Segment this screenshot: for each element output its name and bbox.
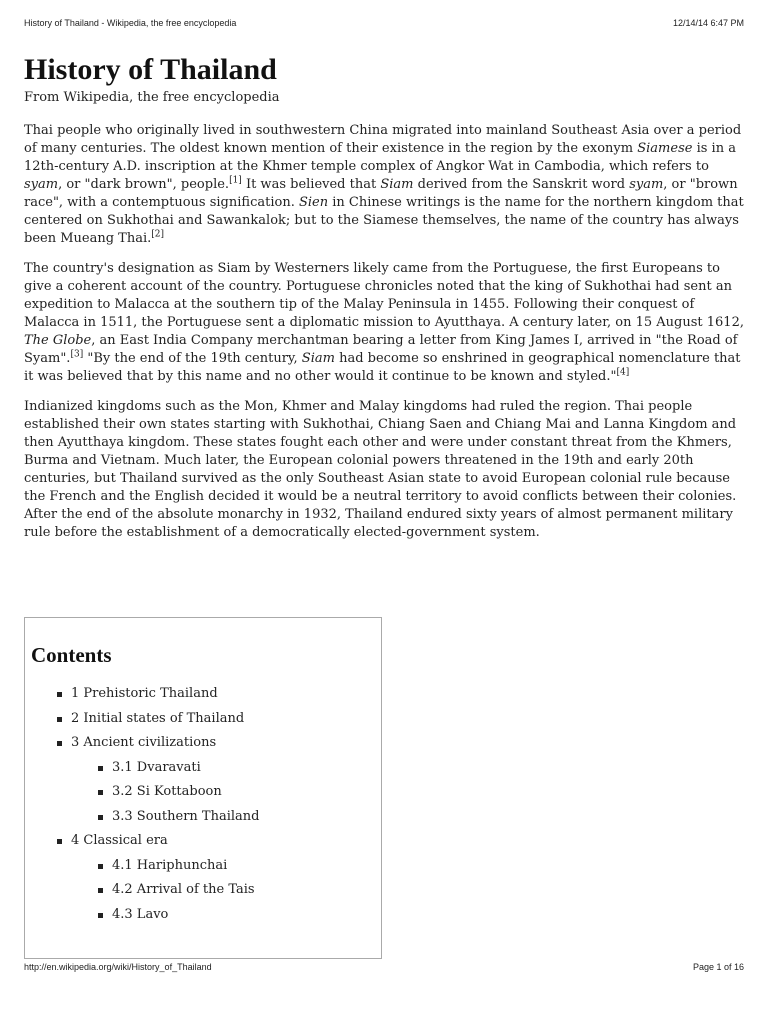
text-run: "By the end of the 19th century, bbox=[83, 351, 302, 366]
italic-term: Siam bbox=[301, 351, 335, 366]
toc-item-prehistoric-thailand[interactable] bbox=[25, 682, 381, 707]
page-number: Page 1 of 16 bbox=[692, 962, 744, 972]
bullet-icon bbox=[57, 717, 62, 722]
paragraph-1 bbox=[24, 122, 746, 248]
toc-item-initial-states[interactable] bbox=[25, 707, 381, 732]
bullet-icon bbox=[98, 766, 103, 771]
text-run: , or "dark brown", people. bbox=[58, 177, 230, 192]
text-run: is in a 12th-century A.D. inscription at the Khmer temple complex of Angkor Wat in Cambodia, which refers to bbox=[24, 141, 736, 174]
toc-item-classical-era[interactable] bbox=[25, 829, 381, 854]
text-run: in Chinese writings is the name for the northern kingdom that centered on Sukhothai and Sawankalok; but to the Siamese themselves, the name of the country has always been Mueang Thai. bbox=[24, 195, 744, 246]
italic-term: The Globe bbox=[24, 333, 92, 348]
toc-item-label: 4.2 Arrival of the Tais bbox=[112, 882, 255, 897]
toc-item-label: 4.3 Lavo bbox=[112, 906, 169, 922]
toc-item-hariphunchai[interactable] bbox=[25, 854, 381, 879]
reference-link-2[interactable]: [2] bbox=[151, 229, 165, 240]
print-footer bbox=[24, 962, 744, 972]
toc-item-si-kottaboon[interactable] bbox=[25, 780, 381, 805]
print-header-timestamp: 12/14/14 6:47 PM bbox=[672, 18, 744, 28]
site-tagline: From Wikipedia, the free encyclopedia bbox=[24, 90, 280, 105]
toc-item-southern-thailand[interactable] bbox=[25, 805, 381, 830]
text-run: , an East India Company merchantman bearing a letter from King James I, arrived in "the Road of Syam". bbox=[24, 333, 738, 366]
text-run: Thai people who originally lived in southwestern China migrated into mainland Southeast Asia over a period of many centuries. The oldest known mention of their existence in the region by the exonym bbox=[24, 123, 742, 156]
italic-term: Sien bbox=[298, 195, 329, 210]
toc-item-label: 4 Classical era bbox=[71, 833, 168, 848]
page-title: History of Thailand bbox=[24, 53, 277, 86]
bullet-icon bbox=[57, 839, 62, 844]
reference-link-3[interactable]: [3] bbox=[70, 349, 84, 360]
text-run: derived from the Sanskrit word bbox=[413, 177, 630, 192]
toc-item-lavo[interactable] bbox=[25, 903, 381, 928]
text-run: had become so enshrined in geographical nomenclature that it was believed that by this name and no other would it continue to be known and styled." bbox=[24, 351, 741, 384]
table-of-contents bbox=[24, 617, 382, 959]
toc-item-ancient-civilizations[interactable] bbox=[25, 731, 381, 756]
bullet-icon bbox=[98, 864, 103, 869]
toc-title: Contents bbox=[31, 643, 112, 667]
italic-term: Siamese bbox=[637, 141, 693, 156]
italic-term: syam bbox=[629, 177, 664, 192]
article-content bbox=[24, 52, 746, 922]
text-run: It was believed that bbox=[241, 177, 381, 192]
bullet-icon bbox=[57, 692, 62, 697]
print-header bbox=[24, 18, 744, 28]
italic-term: syam bbox=[24, 177, 59, 192]
toc-item-label: 3.1 Dvaravati bbox=[112, 759, 201, 775]
italic-term: Siam bbox=[380, 177, 414, 192]
toc-item-label: 3.2 Si Kottaboon bbox=[112, 784, 222, 799]
bullet-icon bbox=[98, 888, 103, 893]
page-url[interactable]: http://en.wikipedia.org/wiki/History_of_Thailand bbox=[24, 962, 212, 972]
bullet-icon bbox=[98, 815, 103, 820]
bullet-icon bbox=[98, 913, 103, 918]
toc-item-label: 2 Initial states of Thailand bbox=[71, 710, 245, 726]
reference-link-1[interactable]: [1] bbox=[229, 175, 242, 186]
toc-item-label: 3 Ancient civilizations bbox=[71, 735, 217, 750]
text-run: , or "brown race", with a contemptuous signification. bbox=[24, 177, 738, 210]
toc-list bbox=[25, 682, 381, 927]
toc-item-arrival-of-the-tais[interactable] bbox=[25, 878, 381, 903]
toc-item-label: 3.3 Southern Thailand bbox=[112, 808, 260, 824]
bullet-icon bbox=[57, 741, 62, 746]
toc-item-label: 1 Prehistoric Thailand bbox=[71, 686, 218, 701]
toc-item-label: 4.1 Hariphunchai bbox=[112, 857, 228, 873]
reference-link-4[interactable]: [4] bbox=[616, 367, 630, 378]
print-header-title: History of Thailand - Wikipedia, the free encyclopedia bbox=[24, 18, 237, 28]
paragraph-2 bbox=[24, 260, 746, 386]
text-run: The country's designation as Siam by Westerners likely came from the Portuguese, the first Europeans to give a coherent account of the country. Portuguese chronicles noted that the king of Sukhothai had sent an expedition to Malacca at the southern tip of the Malay Peninsula in 1455. Following their conquest of Malacca in 1511, the Portuguese sent a diplomatic mission to Ayutthaya. A century later, on 15 August 1612, bbox=[24, 261, 744, 330]
bullet-icon bbox=[98, 790, 103, 795]
toc-item-dvaravati[interactable] bbox=[25, 756, 381, 781]
paragraph-3: Indianized kingdoms such as the Mon, Khmer and Malay kingdoms had ruled the region. Thai people established their own states starting with Sukhothai, Chiang Saen and Chiang Mai and Lanna Kingdom and then Ayutthaya kingdom. These states fought each other and were under constant threat from the Khmers, Burma and Vietnam. Much later, the European colonial powers threatened in the 19th and early 20th centuries, but Thailand survived as the only Southeast Asian state to avoid European colonial rule because the French and the English decided it would be a neutral territory to avoid conflicts between their colonies. After the end of the absolute monarchy in 1932, Thailand endured sixty years of almost permanent military rule before the establishment of a democratically elected-government system. bbox=[24, 399, 737, 540]
